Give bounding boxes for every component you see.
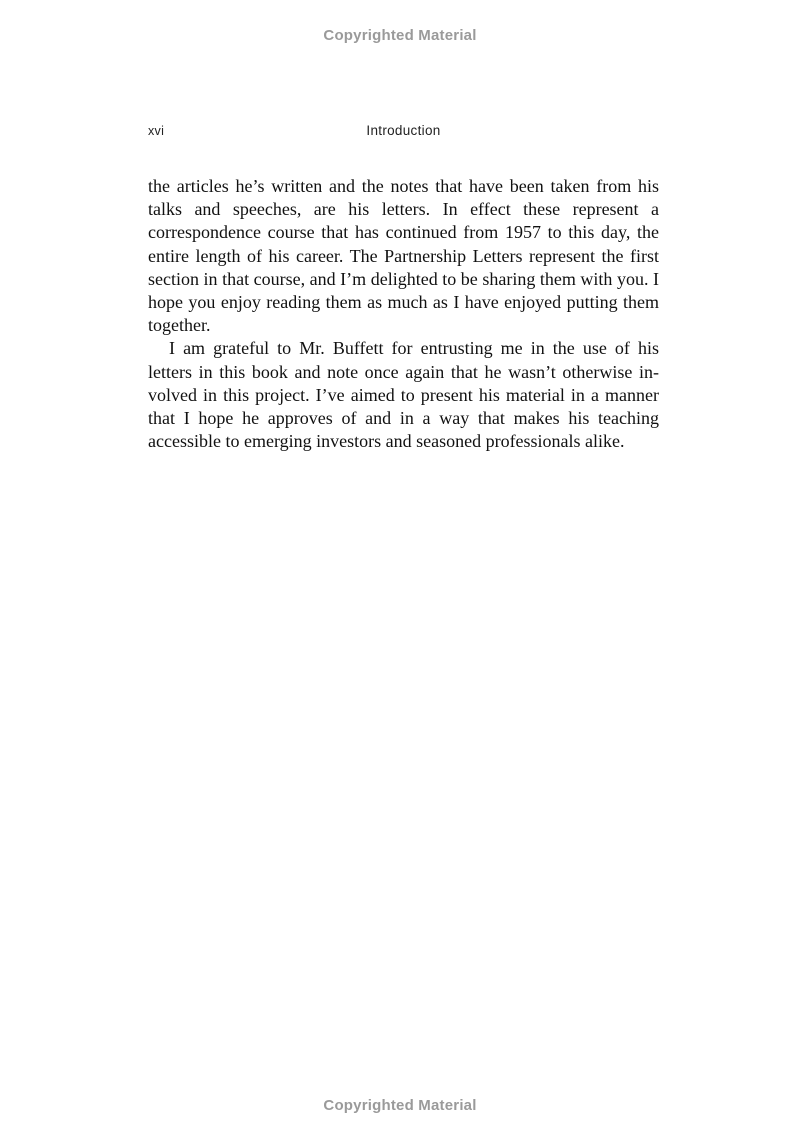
paragraph-continued: the articles he’s written and the notes that have been taken from his talks and speeches, are his letters. In effect these represent a correspondence course that has continued from 1957 to this day, the entire length of his career. The Partnership Letters represent the first section in that course, and I’m delighted to be sharing them with you. I hope you enjoy reading them as much as I have enjoyed putting them together. <box>148 176 659 336</box>
copyright-watermark-bottom: Copyrighted Material <box>323 1097 477 1114</box>
chapter-title: Introduction <box>366 123 441 138</box>
page-number: xvi <box>148 124 165 138</box>
running-head <box>148 123 659 143</box>
paragraph-acknowledgement: I am grateful to Mr. Buffett for entrusting me in the use of his letters in this book and note once again that he wasn’t otherwise involved in this project. I’ve aimed to present his material in a manner that I hope he approves of and in a way that makes his teaching accessible to emerging investors and seasoned professionals alike. <box>148 338 659 452</box>
copyright-watermark-top: Copyrighted Material <box>323 27 477 44</box>
body-text <box>148 175 659 453</box>
